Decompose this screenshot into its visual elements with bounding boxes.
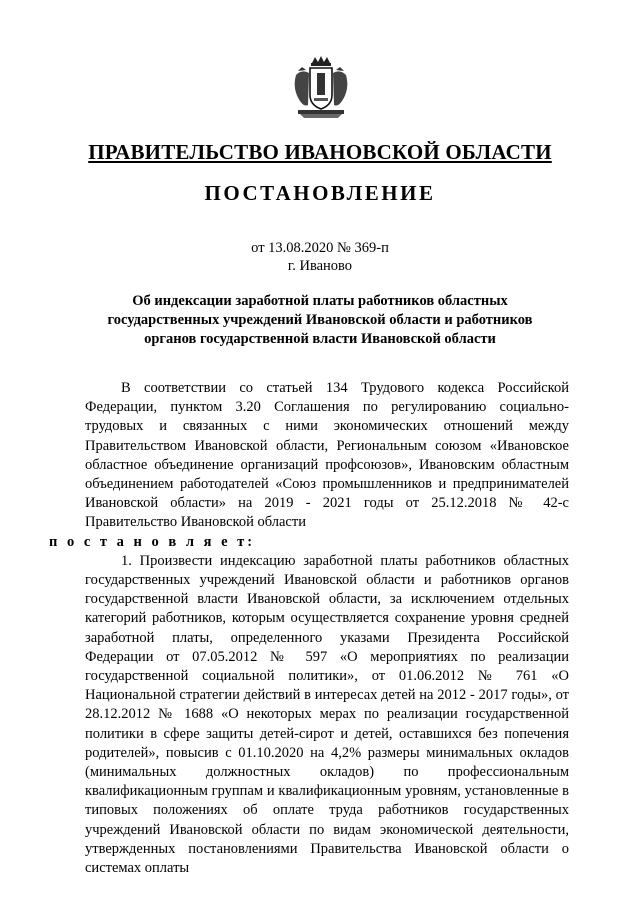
- organization-title: ПРАВИТЕЛЬСТВО ИВАНОВСКОЙ ОБЛАСТИ: [88, 140, 552, 164]
- preamble-paragraph: [49, 379, 569, 552]
- document-date-number: от 13.08.2020 № 369-п: [251, 240, 389, 256]
- preamble-text: В соответствии со статьей 134 Трудового кодекса Российской Федерации, пунктом 3.20 Соглашения по регулированию социально-трудовых и связанных с ними экономических отношений между Правительством Ивановской области, Региональным союзом «Ивановское областное объединение организаций профсоюзов», Ивановским областным объединением работодателей «Союз промышленников и предпринимателей Ивановской области» на 2019 - 2021 годы от 25.12.2018 № 42-с Правительство Ивановской области: [85, 380, 569, 531]
- item-1-paragraph: 1. Произвести индексацию заработной платы работников областных государственных учреждений Ивановской области и работников органов государственной власти Ивановской области, за исключением отдельных категорий работников, которым осуществляется сохранение уровня средней заработной платы, определенного указами Президента Российской Федерации от 07.05.2012 № 597 «О мероприятиях по реализации государственной социальной политики», от 01.06.2012 № 761 «О Национальной стратегии действий в интересах детей на 2012 - 2017 годы», от 28.12.2012 № 1688 «О некоторых мерах по реализации государственной политики в сфере защиты детей-сирот и детей, оставшихся без попечения родителей», повысив с 01.10.2020 на 4,2% размеры минимальных окладов (минимальных должностных окладов) по профессиональным квалификационным группам и квалификационным уровням, установленные в типовых положениях об оплате труда работников государственных учреждений Ивановской области по видам экономической деятельности, утвержденных постановлениями Правительства Ивановской области о системах оплаты: [85, 552, 569, 877]
- document-body: [49, 379, 569, 878]
- document-subject: Об индексации заработной платы работников областных государственных учреждений Ивановской области и работников органов государственной власти Ивановской области: [107, 293, 533, 347]
- coat-of-arms-icon: [288, 55, 354, 121]
- document-type: ПОСТАНОВЛЕНИЕ: [204, 181, 436, 205]
- decree-word: п о с т а н о в л я е т:: [49, 533, 256, 550]
- document-city: г. Иваново: [287, 258, 353, 274]
